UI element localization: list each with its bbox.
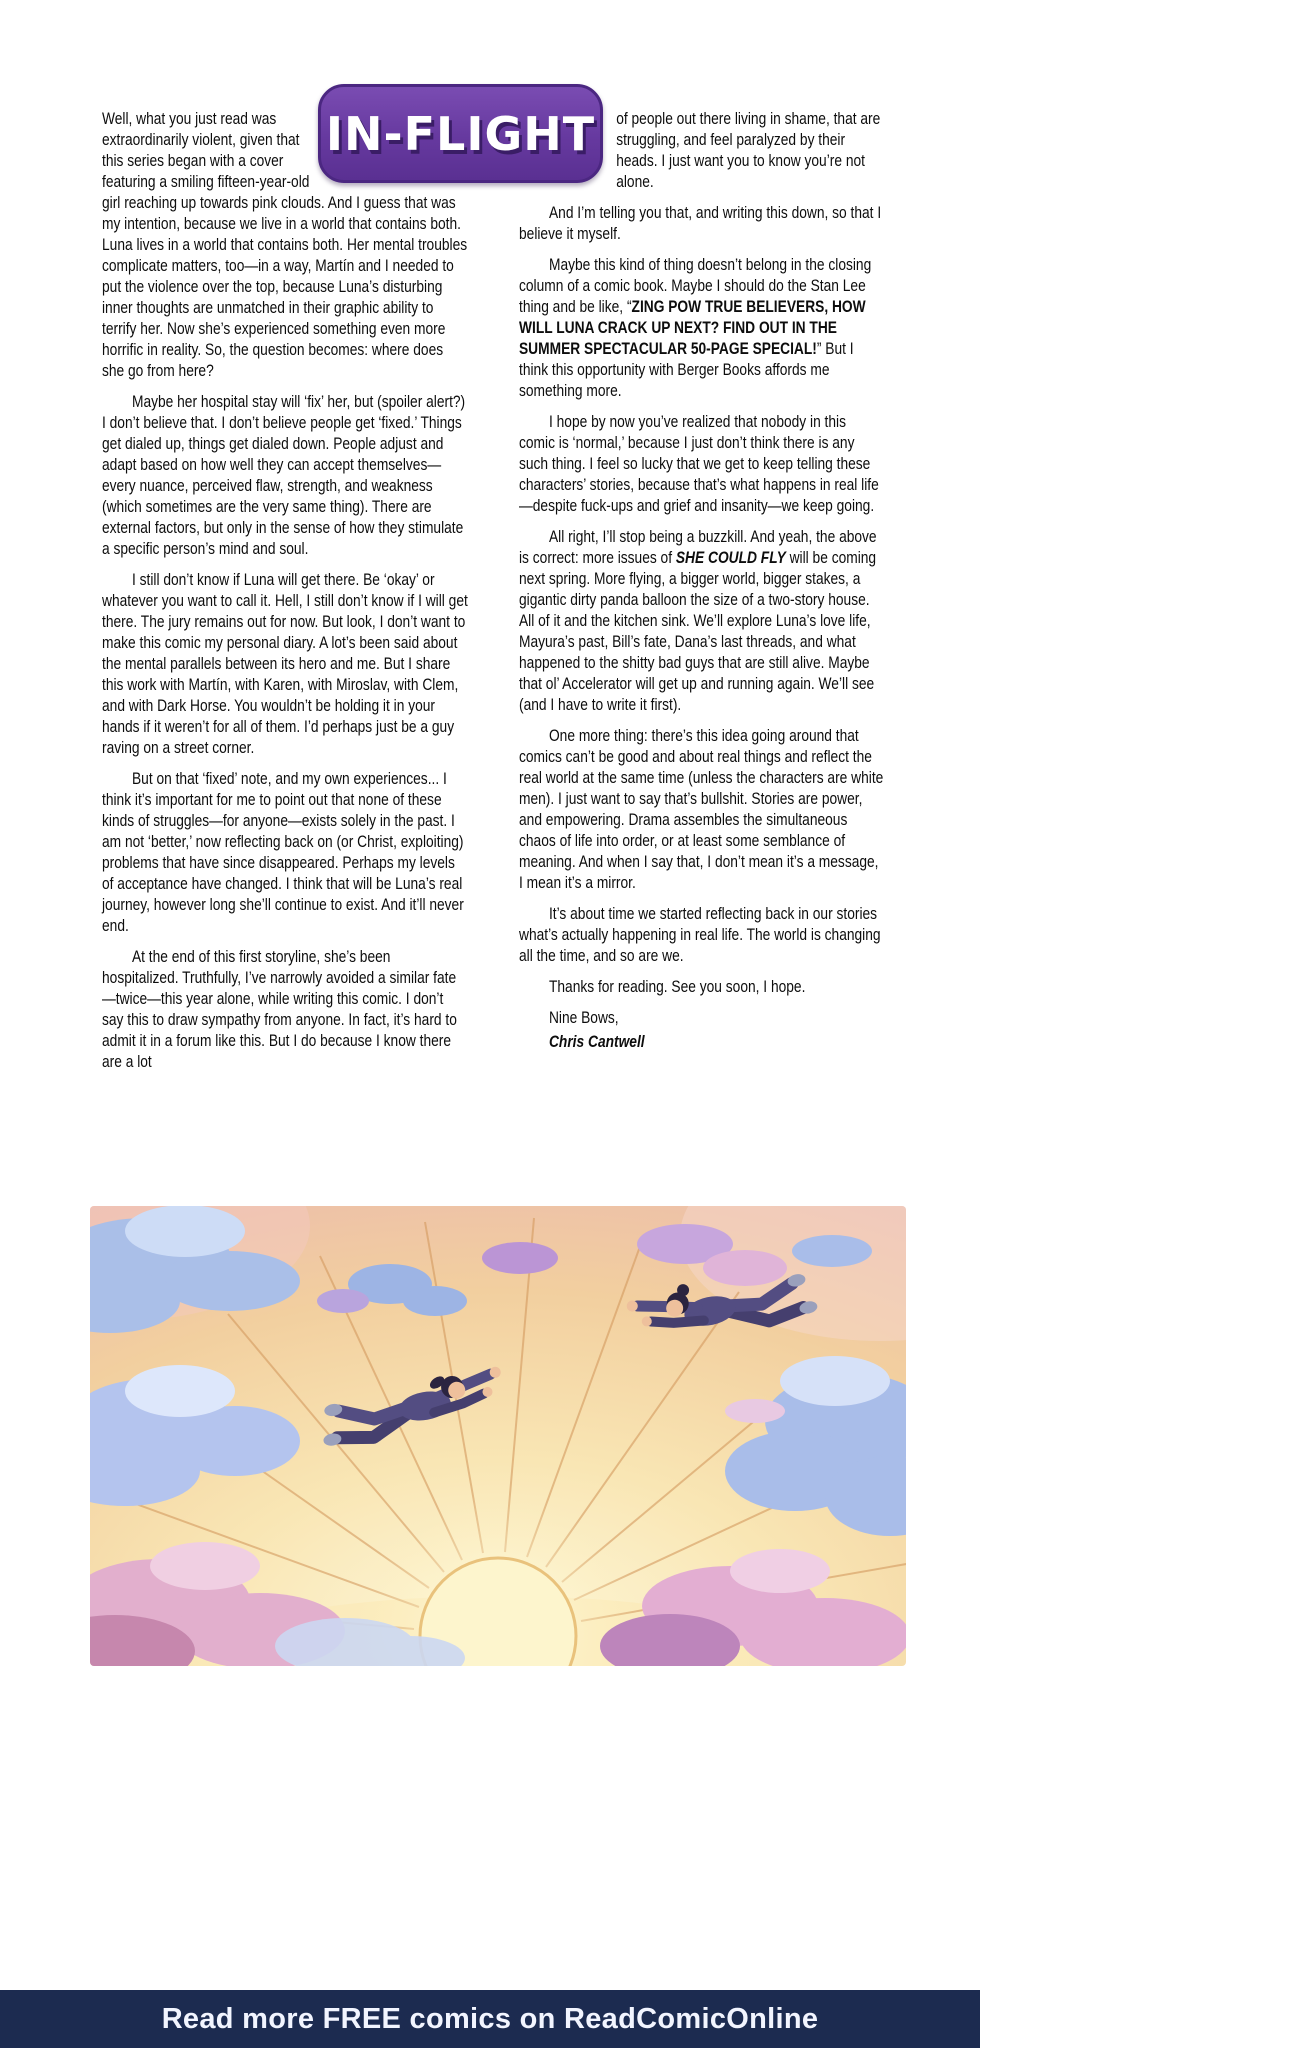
text-run: But on that ‘fixed’ note, and my own experiences... I think it’s important for me to point out that none of these kinds of struggles—for anyone—exists solely in the past. I am not ‘better,’ now reflecting back on (or Christ, exploiting) problems that have since disappeared. Perhaps my levels of acceptance have changed. I think that will be Luna’s real journey, however long she’ll continue to exist. And it’ll never end. bbox=[102, 769, 464, 935]
text-run: ZING POW TRUE BELIEVERS, HOW WILL LUNA CRACK UP NEXT? FIND OUT IN THE SUMMER SPECTACULAR 50-PAGE SPECIAL! bbox=[519, 297, 866, 358]
letter-paragraph bbox=[519, 903, 884, 966]
letter-paragraph bbox=[102, 569, 468, 758]
letter-column-left bbox=[102, 108, 468, 1082]
letter-paragraph bbox=[102, 946, 468, 1072]
letter-column-right bbox=[519, 108, 884, 1062]
text-run: SHE COULD FLY bbox=[675, 548, 786, 567]
text-run: Well, what you just read was extraordinarily violent, given that this series began with a cover featuring a smiling fifteen-year-old girl reaching up towards pink clouds. And I guess that was my intention, because we live in a world that contains both. Luna lives in a world that contains both. Her mental troubles complicate matters, too—in a way, Martín and I needed to put the violence over the top, because Luna’s disturbing inner thoughts are unmatched in their graphic ability to terrify her. Now she’s experienced something even more horrific in reality. So, the question becomes: where does she go from here? bbox=[102, 109, 468, 380]
text-run: I hope by now you’ve realized that nobody in this comic is ‘normal,’ because I just don’t think there is any such thing. I feel so lucky that we get to keep telling these characters’ stories, because that’s what happens in real life—despite fuck-ups and grief and insanity—we keep going. bbox=[519, 412, 879, 515]
letter-paragraph bbox=[519, 254, 884, 401]
text-run: ” But I think this opportunity with Berger Books affords me something more. bbox=[519, 339, 854, 400]
text-run: All right, I’ll stop being a buzzkill. And yeah, the above is correct: more issues of bbox=[519, 527, 877, 567]
badge-title: IN-FLIGHT bbox=[325, 106, 596, 161]
text-run: Chris Cantwell bbox=[548, 1032, 645, 1051]
letter-paragraph bbox=[519, 1031, 884, 1052]
badge-wrap-spacer-right bbox=[519, 108, 616, 186]
letter-paragraph bbox=[519, 725, 884, 893]
flying-figures-illustration bbox=[90, 1206, 906, 1666]
letter-paragraph bbox=[102, 768, 468, 936]
text-run: And I’m telling you that, and writing this down, so that I believe it myself. bbox=[519, 203, 882, 243]
text-run: At the end of this first storyline, she’s been hospitalized. Truthfully, I’ve narrowly avoided a similar fate—twice—this year alone, while writing this comic. I don’t say this to draw sympathy from anyone. In fact, it’s hard to admit it in a forum like this. But I do because I know there are a lot bbox=[102, 947, 457, 1071]
letter-paragraph bbox=[519, 202, 884, 244]
text-run: will be coming next spring. More flying, a bigger world, bigger stakes, a gigantic dirty panda balloon the size of a two-story house. All of it and the kitchen sink. We’ll explore Luna’s love life, Mayura’s past, Bill’s fate, Dana’s last threads, and what happened to the shitty bad guys that are still alive. Maybe that ol’ Accelerator will get up and running again. We’ll see (and I have to write it first). bbox=[519, 548, 877, 714]
text-run: One more thing: there’s this idea going around that comics can’t be good and about real things and reflect the real world at the same time (unless the characters are white men). I just want to say that’s bullshit. Stories are power, and empowering. Drama assembles the simultaneous chaos of life into order, or at least some semblance of meaning. And when I say that, I don’t mean it’s a message, I mean it’s a mirror. bbox=[519, 726, 884, 892]
letter-paragraph bbox=[519, 1007, 884, 1028]
letter-paragraph bbox=[519, 976, 884, 997]
text-run: Maybe her hospital stay will ‘fix’ her, but (spoiler alert?) I don’t believe that. I don’t believe people get ‘fixed.’ Things get dialed up, things get dialed down. People adjust and adapt based on how well they can accept themselves—every nuance, perceived flaw, strength, and weakness (which sometimes are the very same thing). There are external factors, but only in the sense of how they stimulate a specific person’s mind and soul. bbox=[102, 392, 466, 558]
letter-paragraph bbox=[102, 391, 468, 559]
text-run: of people out there living in shame, that are struggling, and feel paralyzed by their heads. I just want you to know you’re not alone. bbox=[616, 109, 881, 191]
badge-wrap-spacer-left bbox=[314, 108, 468, 186]
sunrise-scene bbox=[90, 1206, 906, 1666]
text-run: It’s about time we started reflecting back in our stories what’s actually happening in real life. The world is changing all the time, and so are we. bbox=[519, 904, 881, 965]
text-run: I still don’t know if Luna will get there. Be ‘okay’ or whatever you want to call it. Hell, I still don’t know if I will get there. The jury remains out for now. But look, I don’t want to make this comic my personal diary. A lot’s been said about the mental parallels between its hero and me. But I share this work with Martín, with Karen, with Miroslav, with Clem, and with Dark Horse. You wouldn’t be holding it in your hands if it weren’t for all of them. I’d perhaps just be a guy raving on a street corner. bbox=[102, 570, 468, 757]
text-run: Thanks for reading. See you soon, I hope. bbox=[548, 977, 806, 996]
text-run: Nine Bows, bbox=[548, 1008, 619, 1027]
footer-banner bbox=[0, 1990, 980, 2048]
letter-paragraph bbox=[519, 526, 884, 715]
letter-paragraph bbox=[519, 411, 884, 516]
text-run: Maybe this kind of thing doesn’t belong in the closing column of a comic book. Maybe I should do the Stan Lee thing and be like, “ bbox=[519, 255, 872, 316]
footer-text: Read more FREE comics on ReadComicOnline bbox=[161, 2002, 819, 2035]
